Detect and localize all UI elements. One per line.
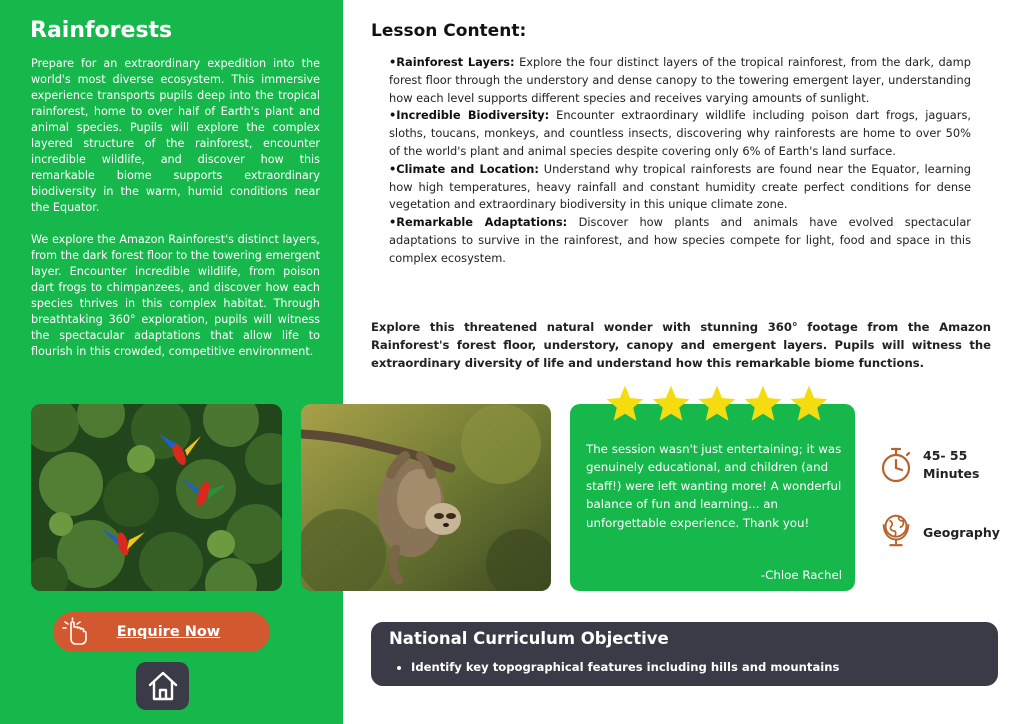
star-rating [604, 383, 834, 425]
stopwatch-icon [879, 446, 913, 484]
lesson-item-title: •Climate and Location: [389, 161, 539, 176]
duration-value: 45- 55 [923, 448, 968, 463]
duration-info [923, 447, 979, 483]
duration-unit: Minutes [923, 466, 980, 481]
macaws-photo [31, 404, 282, 591]
star-icon [742, 383, 784, 425]
star-icon [604, 383, 646, 425]
intro-text [31, 56, 320, 360]
lesson-item-title: •Rainforest Layers: [389, 55, 515, 69]
lesson-item [389, 214, 971, 267]
page-title: Rainforests [30, 18, 173, 43]
star-icon [650, 383, 692, 425]
enquire-now-label: Enquire Now [116, 624, 221, 640]
lesson-item-text: Explore the four distinct layers of the tropical rainforest, from the dark, damp forest floor through the understory and dense canopy to the towering emergent layer, understanding how each level supports different species and receives varying amounts of sunlight. [389, 55, 971, 105]
curriculum-panel [371, 622, 998, 686]
star-icon [788, 383, 830, 425]
lesson-item-text: Understand why tropical rainforests are found near the Equator, learning how high temperatures, heavy rainfall and constant humidity create perfect conditions for dense vegetation and extraordinary biodiversity in this unique climate zone. [389, 161, 971, 212]
subject-info: Geography [923, 525, 1000, 540]
curriculum-item: • Identify key topographical features including hills and mountains [411, 660, 839, 674]
globe-icon [879, 511, 913, 549]
lesson-item-title: •Incredible Biodiversity: [389, 108, 550, 123]
lesson-item-text: Discover how plants and animals have evolved spectacular adaptations to survive in the rainforest, and how species compete for light, food and space in this complex ecosystem. [389, 215, 971, 265]
curriculum-list [411, 660, 839, 674]
sloth-photo [301, 404, 551, 591]
lesson-item-text: Encounter extraordinary wildlife including poison dart frogs, jaguars, sloths, toucans, monkeys, and countless insects, discovering why rainforests are home to over 50% of the world's plant and animal species despite covering only 6% of Earth's land surface. [389, 108, 972, 158]
pointer-hand-icon [59, 617, 91, 647]
lesson-item [389, 107, 971, 160]
home-button[interactable] [136, 662, 189, 710]
intro-paragraph: Prepare for an extraordinary expedition into the world's most diverse ecosystem. This immersive experience transports pupils deep into the tropical rainforest, home to over half of Earth's plant and animal species. Pupils will explore the complex layered structure of the rainforest, encounter incredible wildlife, and discover how this remarkable biome supports extraordinary biodiversity in the warm, humid conditions near the Equator. [31, 57, 320, 214]
star-icon [696, 383, 738, 425]
lesson-item [389, 54, 971, 107]
review-card [570, 404, 855, 591]
lesson-item-title: •Remarkable Adaptations: [389, 215, 568, 230]
review-text: The session wasn't just entertaining; it was genuinely educational, and children (and staff!) were left wanting more! A wonderful balance of fun and learning... an unforgettable experience. Thank you! [586, 442, 842, 530]
review-author: -Chloe Rachel [760, 568, 842, 582]
enquire-now-button[interactable] [53, 612, 270, 652]
curriculum-heading: National Curriculum Objective [389, 629, 669, 648]
home-icon [146, 670, 180, 702]
lesson-content-list [389, 54, 971, 268]
lesson-summary: Explore this threatened natural wonder with stunning 360° footage from the Amazon Rainforest's forest floor, understory, canopy and emergent layers. Pupils will witness the extraordinary diversity of life and understand how this remarkable biome functions. [371, 320, 991, 370]
lesson-item [389, 161, 971, 214]
intro-paragraph: We explore the Amazon Rainforest's distinct layers, from the dark forest floor to the towering emergent layer. Encounter incredible wildlife, from poison dart frogs to chimpanzees, and discover how each species thrives in this complex habitat. Through breathtaking 360° exploration, pupils will witness the spectacular adaptations that allow life to flourish in this crowded, competitive environment. [31, 233, 320, 358]
lesson-content-heading: Lesson Content: [371, 21, 527, 41]
